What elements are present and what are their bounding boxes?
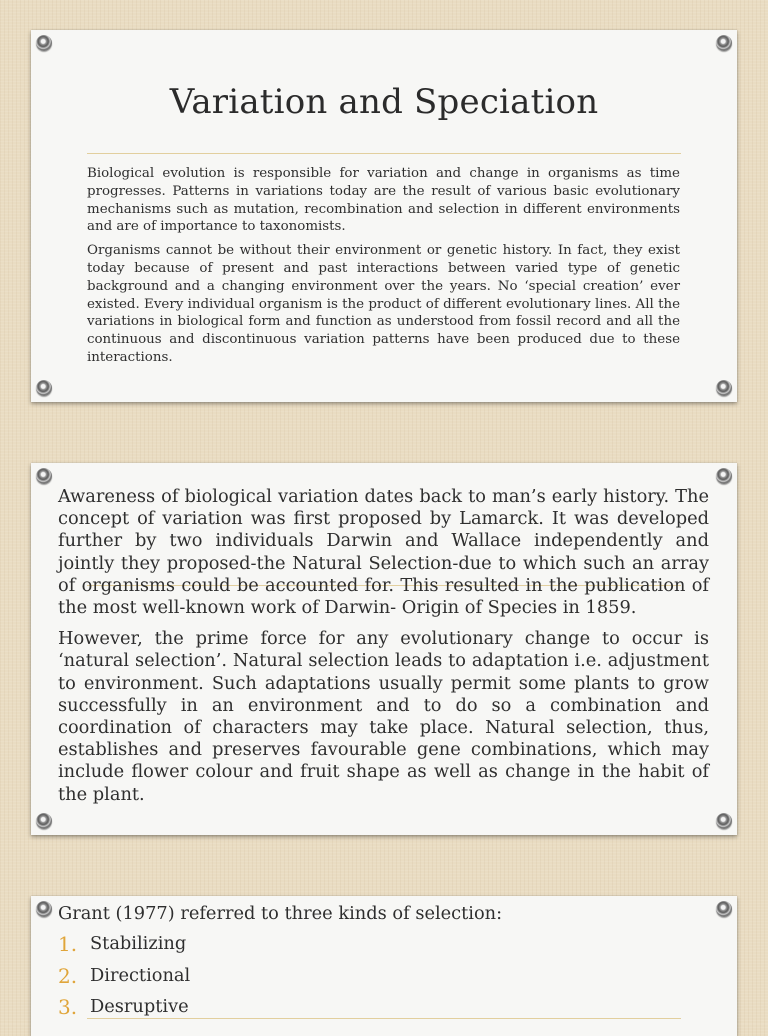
list-item (58, 964, 190, 996)
paragraph: However, the prime force for any evolutionary change to occur is ‘natural selection’. Natural selection leads to adaptation i.e. adjustment to environment. Such adaptations usually permit some plants to grow successfully in an environment and to do so a combination and coordination of characters may take place. Natural selection, thus, establishes and preserves favourable gene combinations, which may include flower colour and fruit shape as well as change in the habit of the plant. (58, 628, 709, 805)
list-number: 3. (58, 995, 78, 1019)
pushpin-icon (36, 35, 52, 51)
pushpin-icon (716, 35, 732, 51)
paragraph: Biological evolution is responsible for variation and change in organisms as time progresses. Patterns in variations today are the result of various basic evolutionary mechanisms such as mutation, recombination and selection in different environments and are of importance to taxonomists. (87, 166, 680, 235)
slide-title: Variation and Speciation (169, 82, 599, 122)
slide-2 (31, 463, 737, 835)
list-item (58, 995, 190, 1027)
list-item-label: Directional (90, 964, 191, 986)
pushpin-icon (716, 901, 732, 917)
selection-list (58, 932, 190, 1027)
paragraph: Awareness of biological variation dates back to man’s early history. The concept of variation was first proposed by Lamarck. It was developed further by two individuals Darwin and Wallace independently and jointly they proposed-the Natural Selection-due to which such an array of organisms could be accounted for. This resulted in the publication of the most well-known work of Darwin- Origin of Species in 1859. (58, 486, 709, 619)
pushpin-icon (36, 901, 52, 917)
list-item-label: Desruptive (90, 996, 189, 1017)
title-divider (87, 1018, 681, 1019)
pushpin-icon (36, 468, 52, 484)
list-item-label: Stabilizing (90, 933, 187, 954)
slide-1-body (87, 165, 680, 373)
list-number: 1. (58, 932, 78, 956)
slide-2-body (58, 486, 709, 815)
pushpin-icon (36, 380, 52, 396)
list-item (58, 932, 190, 964)
title-divider (87, 153, 681, 154)
slide-1 (31, 30, 737, 402)
slide-3 (31, 896, 737, 1036)
paragraph: Organisms cannot be without their environment or genetic history. In fact, they exist today because of present and past interactions between varied type of genetic background and a changing environment over the years. No ‘special creation’ ever existed. Every individual organism is the product of different evolutionary lines. All the variations in biological form and function as understood from fossil record and all the continuous and discontinuous variation patterns have been produced due to these interactions. (87, 243, 680, 365)
list-number: 2. (58, 963, 78, 988)
pushpin-icon (716, 380, 732, 396)
list-intro: Grant (1977) referred to three kinds of selection: (58, 903, 503, 924)
pushpin-icon (36, 813, 52, 829)
pushpin-icon (716, 468, 732, 484)
pushpin-icon (716, 813, 732, 829)
